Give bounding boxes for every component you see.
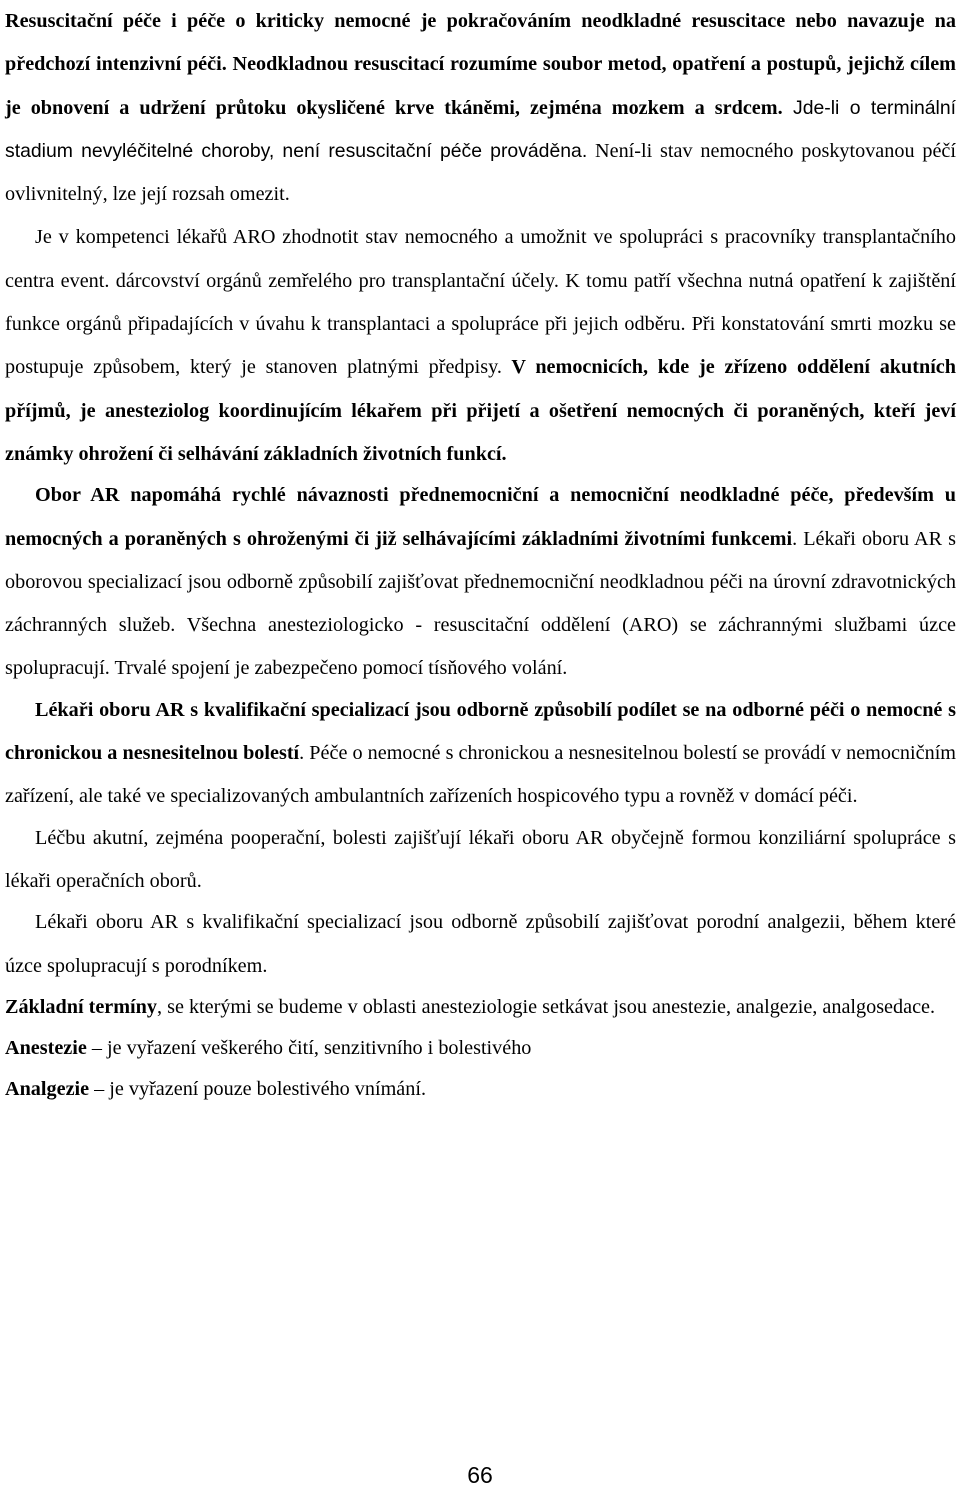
paragraph-acute-pain [5, 817, 956, 904]
paragraph-text-bold: V nemocnicích, kde je zřízeno oddělení akutních příjmů, je anesteziolog koordinujícím lékařem při přijetí a ošetření nemocných či poraněných, kteří jeví známky ohrožení či selhávání základních životních funkcí. [5, 356, 956, 465]
paragraph-text-sans: Jde-li o terminální stadium nevyléčitelné choroby, není resuscitační péče prováděna. [5, 96, 957, 162]
paragraph-text: . Lékaři oboru AR s oborovou specializací jsou odborně způsobilí zajišťovat přednemocniční neodkladnou péči na úrovní zdravotnických záchranných služeb. Všechna anesteziologicko - resuscitační oddělení (ARO) se záchrannými službami úzce spolupracují. Trvalé spojení je zabezpečeno pomocí tísňového volání. [5, 527, 956, 680]
paragraph-text-bold: Obor AR napomáhá rychlé návaznosti přednemocniční a nemocniční neodkladné péče, především u nemocných a poraněných s ohroženými či již selhávajícími základními životními funkcemi [5, 484, 956, 550]
term-analgesia: Analgezie [5, 1078, 90, 1101]
paragraph-text-bold: Lékaři oboru AR s kvalifikační specializací jsou odborně způsobilí podílet se na odborné péči o nemocné s chronickou a nesnesitelnou bolestí [5, 698, 956, 765]
definition-text: – je vyřazení pouze bolestivého vnímání. [89, 1078, 427, 1101]
document-body [5, 0, 956, 1112]
definition-anesthesia [5, 1027, 956, 1070]
paragraph-text-bold: Resuscitační péče i péče o kriticky nemocné je pokračováním neodkladné resuscitace nebo navazuje na předchozí intenzivní péči. Neodkladnou resuscitací rozumíme soubor metod, opatření a postupů, jejichž cílem je obnovení a udržení průtoku okysličené krve tkáněmi, zejména mozkem a srdcem. [5, 10, 956, 119]
paragraph-text: Lékaři oboru AR s kvalifikační specializací jsou odborně způsobilí zajišťovat porodní analgezii, během které úzce spolupracují s porodníkem. [5, 911, 956, 977]
definition-analgesia [5, 1068, 956, 1111]
paragraph-transplantation [5, 216, 956, 476]
paragraph-basic-terms [5, 986, 956, 1029]
term-heading: Základní termíny [5, 995, 157, 1018]
paragraph-obstetric-analgesia [5, 901, 956, 988]
definition-text: – je vyřazení veškerého čití, senzitivního i bolestivého [86, 1037, 532, 1060]
paragraph-text: Není-li stav nemocného poskytovanou péčí ovlivnitelný, lze její rozsah omezit. [5, 139, 956, 206]
paragraph-text: , se kterými se budeme v oblasti anesteziologie setkávat jsou anestezie, analgezie, analgosedace. [157, 995, 936, 1018]
page-number: 66 [467, 1462, 493, 1488]
term-anesthesia: Anestezie [5, 1037, 87, 1060]
paragraph-resuscitation [5, 0, 956, 216]
paragraph-text: . Péče o nemocné s chronickou a nesnesitelnou bolestí se provádí v nemocničním zařízení, ale také ve specializovaných ambulantních zařízeních hospicového typu a rovněž v domácí péči. [5, 742, 957, 808]
paragraph-chronic-pain [5, 689, 956, 819]
paragraph-text: Je v kompetenci lékařů ARO zhodnotit stav nemocného a umožnit ve spolupráci s pracovníky transplantačního centra event. dárcovství orgánů zemřelého pro transplantační účely. K tomu patří všechna nutná opatření k zajištění funkce orgánů připadajících v úvahu k transplantaci a spolupráce při jejich odběru. Při konstatování smrti mozku se postupuje způsobem, který je stanoven platnými předpisy. [5, 226, 956, 379]
paragraph-text: Léčbu akutní, zejména pooperační, bolesti zajišťují lékaři oboru AR obyčejně formou konziliární spolupráce s lékaři operačních oborů. [5, 826, 956, 892]
paragraph-prehospital-care [5, 474, 956, 690]
